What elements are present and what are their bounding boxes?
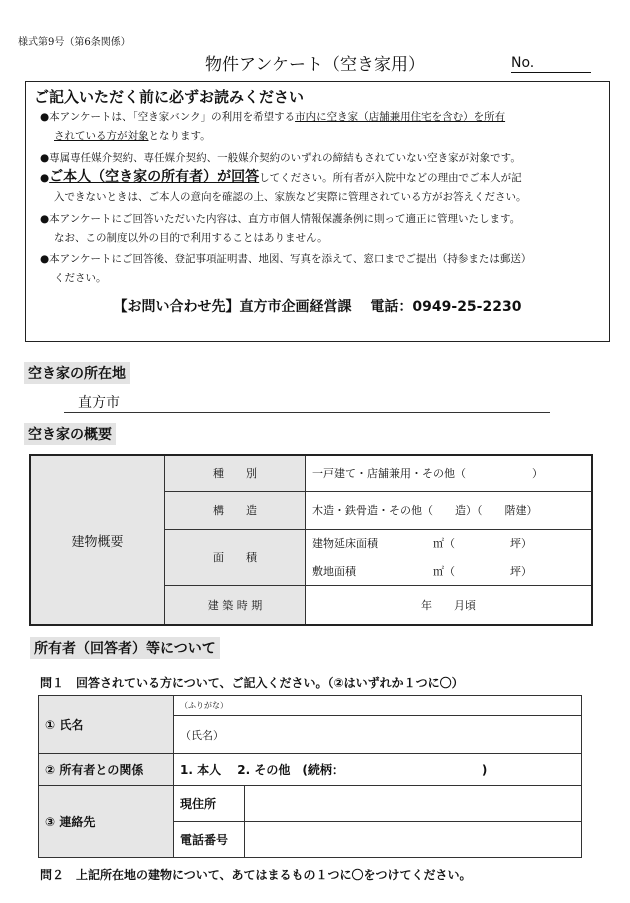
notice-text: してください。所有者が入院中などの理由でご本人が記 [259, 172, 522, 184]
location-field[interactable] [64, 392, 550, 413]
address-label: 現住所 [174, 786, 245, 822]
phone-label: 電話番号 [174, 822, 245, 858]
notice-text: 入できないときは、ご本人の意向を確認の上、家族など実際に管理されている方がお答えください。 [54, 191, 527, 203]
contact-label: ③ 連絡先 [39, 786, 174, 858]
kind-label: 種 別 [165, 455, 306, 491]
question-1: 問１ 回答されている方について、ご記入ください。（②はいずれか１つに〇） [40, 676, 464, 690]
relation-field[interactable]: 1. 本人 2. その他 (続柄： ) [174, 754, 582, 786]
notice-underlined-text: されている方が対象 [54, 130, 149, 142]
building-overview-header: 建物概要 [30, 455, 165, 625]
structure-label: 構 造 [165, 491, 306, 529]
name-label: ① 氏名 [39, 696, 174, 754]
question-2: 問２ 上記所在地の建物について、あてはまるもの１つに〇をつけてください。 [40, 868, 472, 882]
form-number: 様式第9号（第6条関係） [18, 37, 131, 48]
name-field[interactable]: （氏名） [174, 716, 582, 754]
notice-text: ●本アンケートにご回答いただいた内容は、直方市個人情報保護条例に則って適正に管理いたします。 [40, 213, 521, 225]
notice-text: ください。 [54, 272, 107, 284]
notice-text: ●本アンケートは、「空き家バンク」の利用を希望する [40, 111, 296, 123]
phone-field[interactable] [245, 822, 582, 858]
overview-table [29, 454, 593, 626]
built-value[interactable]: 年 月頃 [306, 585, 593, 625]
notice-text: ● [40, 172, 50, 184]
notice-bullet-1 [40, 108, 605, 146]
notice-text: ●本アンケートにご回答後、登記事項証明書、地図、写真を添えて、窓口までご提出（持参または郵送） [40, 253, 532, 265]
furigana-field[interactable]: （ふりがな） [174, 696, 582, 716]
page-title: 物件アンケート（空き家用） [205, 55, 425, 75]
site-area-value[interactable]: 敷地面積 ㎡（ 坪） [306, 557, 593, 585]
notice-bullet-5 [40, 250, 605, 288]
kind-value[interactable]: 一戸建て・店舗兼用・その他（ ） [306, 455, 593, 491]
notice-underlined-text: 市内に空き家（店舗兼用住宅を含む）を所有 [295, 111, 506, 123]
notice-bullet-4 [40, 210, 605, 248]
notice-text: なお、この制度以外の目的で利用することはありません。 [54, 232, 328, 244]
area-label: 面 積 [165, 529, 306, 585]
notice-bullet-3 [40, 168, 605, 207]
owner-section-title: 所有者（回答者）等について [30, 637, 220, 659]
address-field[interactable] [245, 786, 582, 822]
overview-section-title: 空き家の概要 [24, 423, 116, 445]
notice-heading: ご記入いただく前に必ずお読みください [34, 88, 305, 106]
notice-emphasis: ご本人（空き家の所有者）が回答 [49, 169, 260, 185]
number-field[interactable]: No. [511, 55, 591, 73]
built-label: 建 築 時 期 [165, 585, 306, 625]
owner-table [38, 695, 582, 858]
contact-info: 【お問い合わせ先】直方市企画経営課 電話：0949-25-2230 [113, 299, 522, 315]
notice-box [25, 81, 610, 342]
location-city: 直方市 [78, 395, 120, 411]
location-section-title: 空き家の所在地 [24, 362, 130, 384]
notice-bullet-2: ●専属専任媒介契約、専任媒介契約、一般媒介契約のいずれの締結もされていない空き家が対象です。 [40, 152, 521, 164]
notice-text: となります。 [148, 130, 211, 142]
floor-area-value[interactable]: 建物延床面積 ㎡（ 坪） [306, 529, 593, 557]
relation-label: ② 所有者との関係 [39, 754, 174, 786]
structure-value[interactable]: 木造・鉄骨造・その他（ 造）（ 階建） [306, 491, 593, 529]
